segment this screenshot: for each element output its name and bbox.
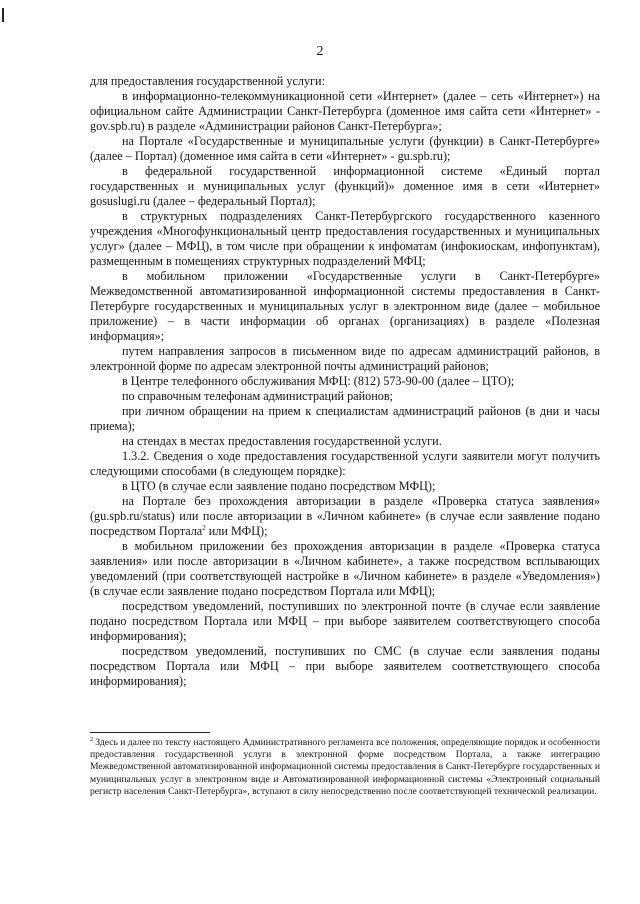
paragraph: в федеральной государственной информационной системе «Единый портал государственных и муниципальных услуг (функций)» доменное имя в сети «Интернет» gosuslugi.ru (далее – федеральный Портал); (90, 164, 600, 208)
page-number: 2 (316, 44, 324, 59)
scan-edge-mark (2, 8, 4, 22)
paragraph: посредством уведомлений, поступивших по электронной почте (в случае если заявление подано посредством Портала или МФЦ – при выборе заявителем соответствующего способа информирования); (90, 599, 600, 643)
footnote-text: Здесь и далее по тексту настоящего Административного регламента все положения, определяющие порядок и особенности предоставления государственной услуги в электронной форме посредством Портала, а также интеграцию Межведомственной автоматизированной информационной системы предоставления в Санкт-Петербурге государственных и муниципальных услуг в электронном виде и Автоматизированной информационной системы «Электронный социальный регистр населения Санкт-Петербурга», вступают в силу непосредственно после соответствующей технической реализации. (90, 737, 600, 797)
paragraph-text: или МФЦ); (205, 524, 268, 538)
paragraph: путем направления запросов в письменном виде по адресам администраций районов, в электронной форме по адресам электронной почты администраций районов; (90, 344, 600, 373)
footnote (90, 737, 600, 798)
body-text (90, 74, 600, 689)
footnote-mark: 2 (90, 736, 94, 743)
paragraph: в мобильном приложении без прохождения авторизации в разделе «Проверка статуса заявления» или после авторизации в «Личном кабинете», а также посредством всплывающих уведомлений (при соответствующей настройке в «Личном кабинете» в разделе «Уведомления») (в случае если заявление подано посредством Портала или МФЦ); (90, 539, 600, 598)
footnote-reference[interactable]: 2 (202, 524, 206, 532)
paragraph: на Портале «Государственные и муниципальные услуги (функции) в Санкт-Петербурге» (далее – Портал) (доменное имя сайта в сети «Интернет» - gu.spb.ru); (90, 134, 600, 163)
paragraph: для предоставления государственной услуги: (90, 74, 325, 88)
paragraph: посредством уведомлений, поступивших по СМС (в случае если заявления поданы посредством Портала или МФЦ – при выборе заявителем соответствующего способа информирования); (90, 644, 600, 688)
paragraph: в Центре телефонного обслуживания МФЦ: (812) 573-90-00 (далее – ЦТО); (122, 374, 515, 388)
paragraph: по справочным телефонам администраций районов; (122, 389, 393, 403)
paragraph: в ЦТО (в случае если заявление подано посредством МФЦ); (122, 479, 436, 493)
paragraph: на стендах в местах предоставления государственной услуги. (122, 434, 442, 448)
paragraph-text: на Портале без прохождения авторизации в разделе «Проверка статуса заявления» (gu.spb.ru/status) или после авторизации в «Личном кабинете» (в случае если заявление подано посредством Портала (90, 494, 600, 538)
paragraph: 1.3.2. Сведения о ходе предоставления государственной услуги заявители могут получить следующими способами (в следующем порядке): (90, 449, 600, 478)
paragraph: в мобильном приложении «Государственные услуги в Санкт-Петербурге» Межведомственной автоматизированной информационной системы предоставления в Санкт-Петербурге государственных и муниципальных услуг в электронном виде (далее – мобильное приложение) – в части информации об органах (организациях) в разделе «Полезная информация»; (90, 269, 600, 343)
paragraph: при личном обращении на прием к специалистам администраций районов (в дни и часы приема); (90, 404, 600, 433)
paragraph: в информационно-телекоммуникационной сети «Интернет» (далее – сеть «Интернет») на официальном сайте Администрации Санкт-Петербурга (доменное имя сайта сети «Интернет» - gov.spb.ru) в разделе «Администрации районов Санкт-Петербурга»; (90, 89, 600, 133)
paragraph (90, 494, 600, 539)
paragraph: в структурных подразделениях Санкт-Петербургского государственного казенного учреждения «Многофункциональный центр предоставления государственных и муниципальных услуг» (далее – МФЦ), в том числе при обращении к инфоматам (инфокиоскам, инфопунктам), размещенным в помещениях структурных подразделений МФЦ; (90, 209, 600, 268)
footnote-divider (90, 732, 210, 733)
